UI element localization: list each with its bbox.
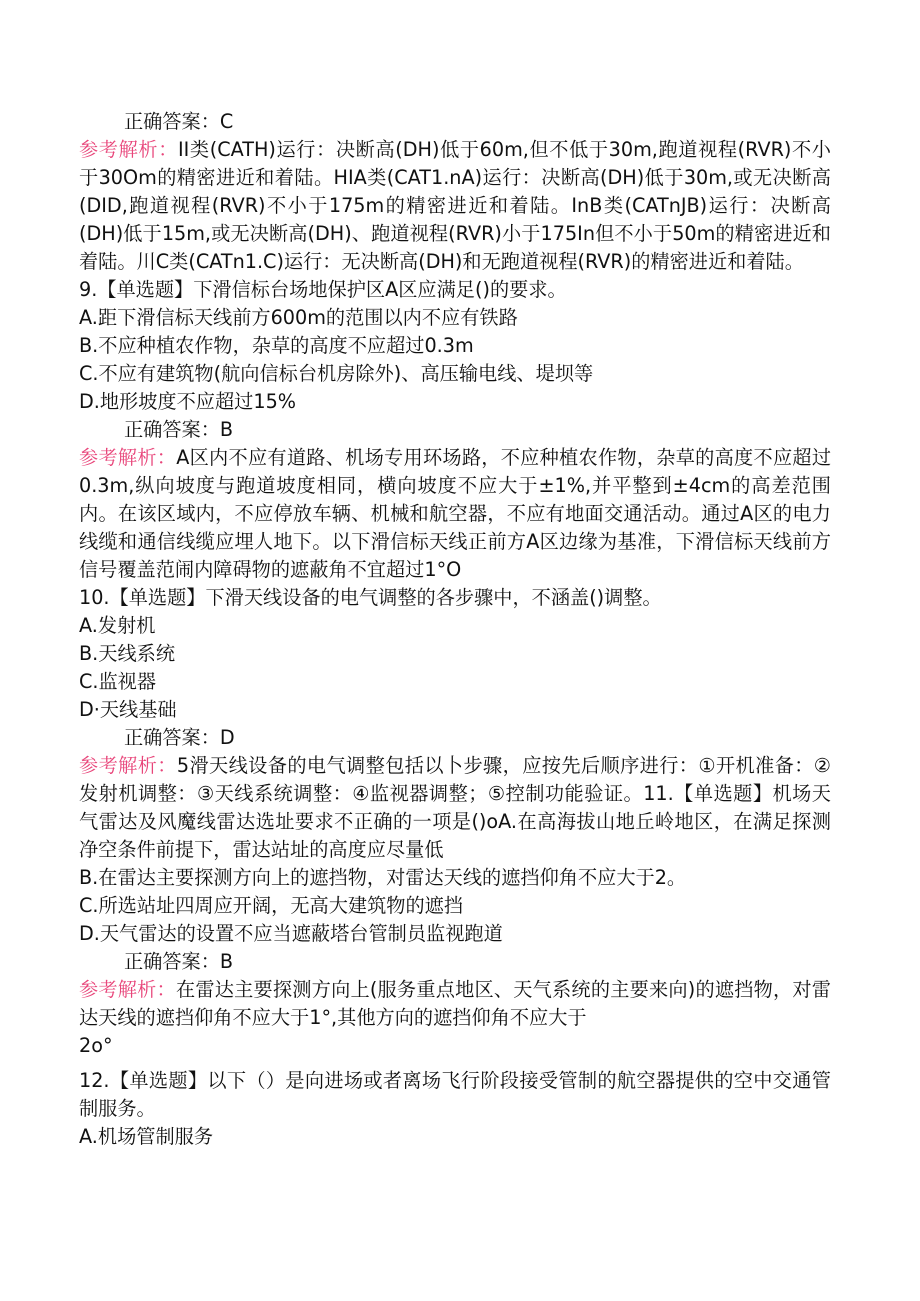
answer-line: 正确答案：B: [124, 950, 234, 973]
document-body: [79, 108, 831, 1151]
spacer: [79, 1060, 831, 1067]
explanation-tail: 2o°: [79, 1034, 113, 1057]
explanation-text: 在雷达主要探测方向上(服务重点地区、天气系统的主要来向)的遮挡物，对雷达天线的遮挡仰角不应大于1°,其他方向的遮挡仰角不应大于: [79, 978, 831, 1029]
option-c: C.所选站址四周应开阔，无高大建筑物的遮挡: [79, 894, 464, 917]
question-12: 12.【单选题】以下（）是向进场或者离场飞行阶段接受管制的航空器提供的空中交通管制服务。: [79, 1069, 831, 1120]
explanation-label: 参考解析：: [79, 446, 177, 469]
answer-line: 正确答案：B: [124, 418, 234, 441]
option-c: C.监视器: [79, 670, 157, 693]
question-10: 10.【单选题】下滑天线设备的电气调整的各步骤中，不涵盖()调整。: [79, 586, 662, 609]
explanation-label: 参考解析：: [79, 138, 178, 161]
explanation: [79, 752, 831, 864]
option-b: B.天线系统: [79, 642, 176, 665]
explanation-text: II类(CATH)运行：决断高(DH)低于60m,但不低于30m,跑道视程(RVR)不小于30Om的精密进近和着陆。HIA类(CAT1.nA)运行：决断高(DH)低于30m,或无决断高(DID,跑道视程(RVR)不小于175m的精密进近和着陆。InB类(CATnJB)运行：决断高(DH)低于15m,或无决断高(DH)、跑道视程(RVR)小于175In但不小于50m的精密进近和着陆。川C类(CATn1.C)运行：无决断高(DH)和无跑道视程(RVR)的精密进近和着陆。: [79, 138, 831, 273]
answer-line: 正确答案：D: [124, 726, 235, 749]
option-a: A.距下滑信标天线前方600m的范围以内不应有铁路: [79, 306, 518, 329]
explanation: [79, 976, 831, 1032]
option-d: D.天气雷达的设置不应当遮蔽塔台管制员监视跑道: [79, 922, 503, 945]
explanation: [79, 136, 831, 276]
option-a: A.机场管制服务: [79, 1125, 214, 1148]
option-c: C.不应有建筑物(航向信标台机房除外)、高压输电线、堤坝等: [79, 362, 594, 385]
explanation-text: 5滑天线设备的电气调整包括以卜步骤，应按先后顺序进行：①开机准备：②发射机调整：③天线系统调整：④监视器调整；⑤控制功能验证。11.【单选题】机场天气雷达及风魔线雷达选址要求不正确的一项是()oA.在高海拔山地丘岭地区，在满足探测净空条件前提下，雷达站址的高度应尽量低: [79, 754, 832, 861]
explanation-label: 参考解析：: [79, 754, 177, 777]
option-b: B.不应种植农作物，杂草的高度不应超过0.3m: [79, 334, 474, 357]
explanation-text: A区内不应有道路、机场专用环场路，不应种植农作物，杂草的高度不应超过0.3m,纵向坡度与跑道坡度相同，横向坡度不应大于±1%,并平整到±4cm的高差范围内。在该区域内，不应停放车辆、机械和航空器，不应有地面交通活动。通过A区的电力线缆和通信线缆应埋人地下。以下滑信标天线正前方A区边缘为基准，下滑信标天线前方信号覆盖范闹内障碍物的遮蔽角不宜超过1°O: [79, 446, 832, 581]
option-b: B.在雷达主要探测方向上的遮挡物，对雷达天线的遮挡仰角不应大于2。: [79, 866, 687, 889]
question-9: 9.【单选题】下滑信标台场地保护区A区应满足()的要求。: [79, 278, 567, 301]
explanation: [79, 444, 831, 584]
option-d: D·天线基础: [79, 698, 177, 721]
option-a: A.发射机: [79, 614, 156, 637]
answer-line: 正确答案：C: [124, 110, 234, 133]
explanation-label: 参考解析：: [79, 978, 176, 1001]
option-d: D.地形坡度不应超过15%: [79, 390, 297, 413]
